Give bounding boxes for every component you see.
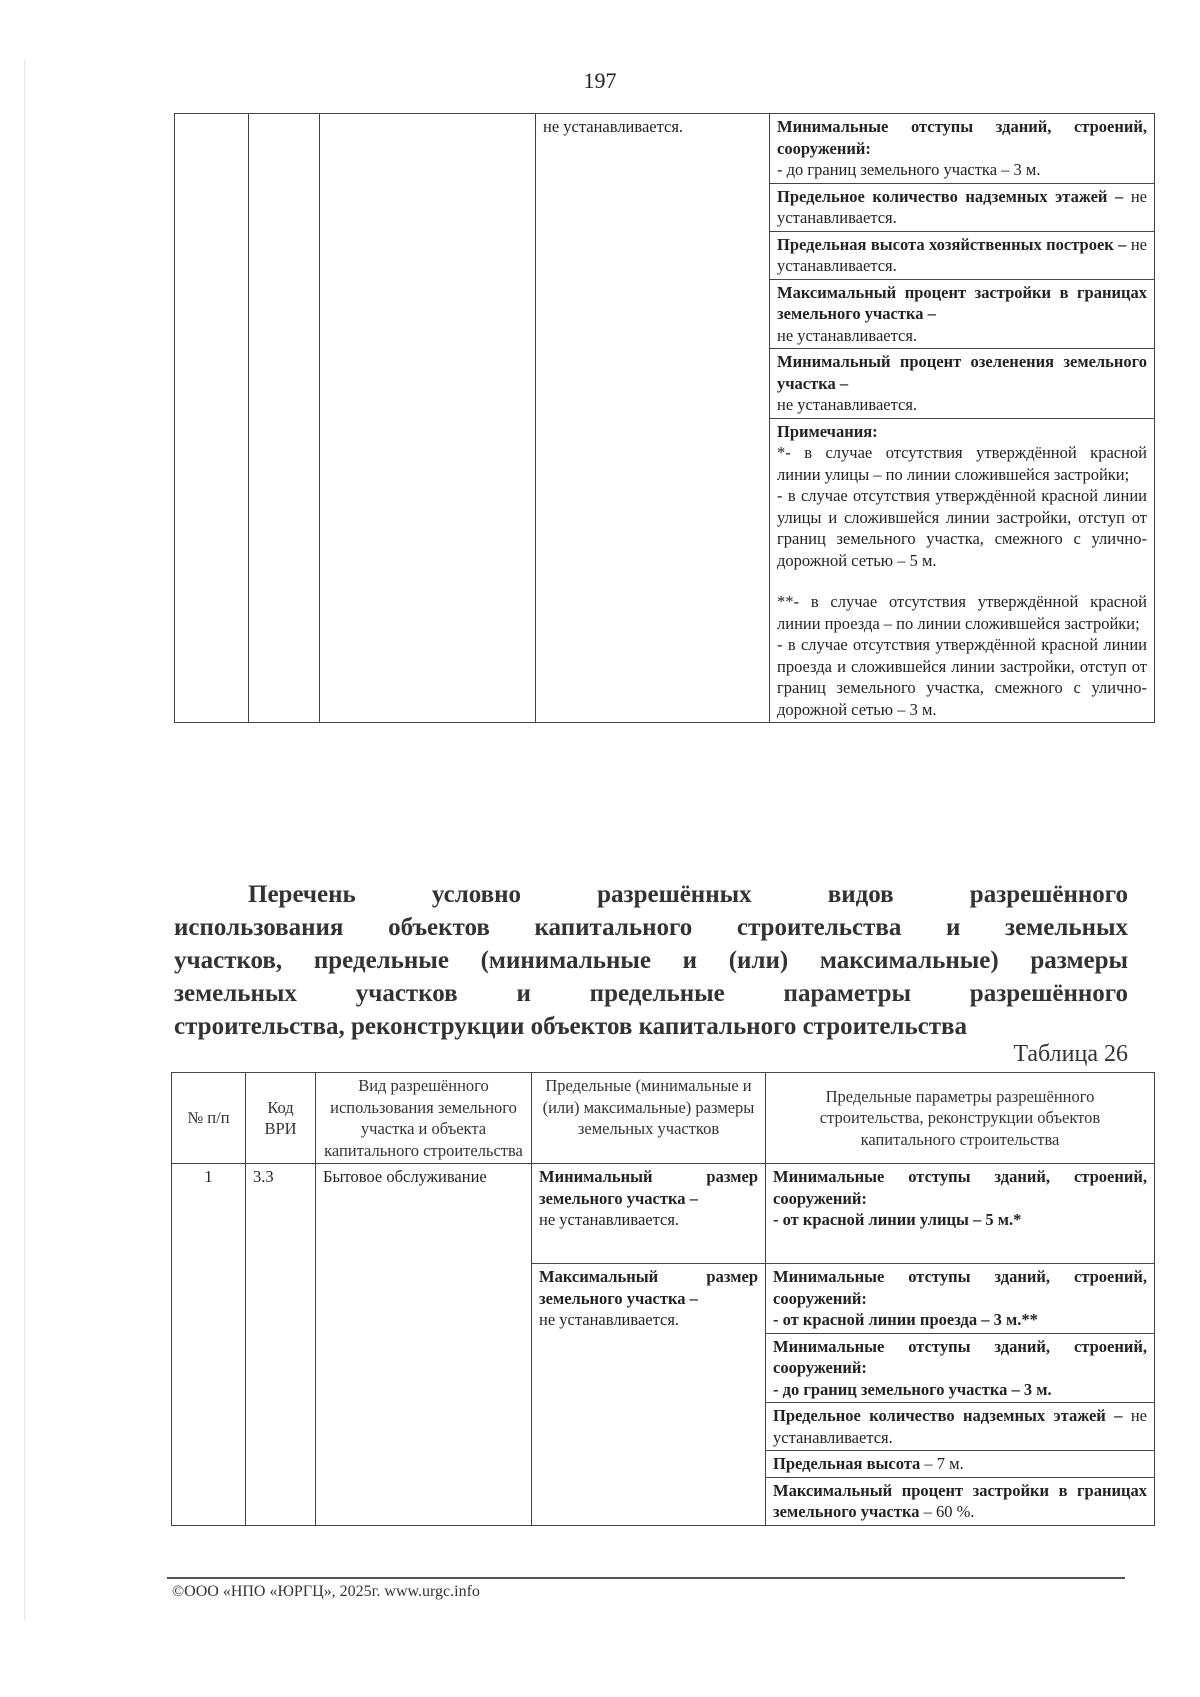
params-cell — [770, 114, 1155, 723]
row-code-cell: 3.3 — [246, 1164, 316, 1526]
row-sizes-cell — [532, 1164, 766, 1526]
param-block: Максимальный процент застройки в границах земельного участка – 60 %. — [766, 1477, 1154, 1525]
page-number: 197 — [583, 68, 617, 93]
param-block: Минимальные отступы зданий, строений, сооружений: - от красной линии проезда – 3 м.** — [766, 1263, 1154, 1333]
table-label: Таблица 26 — [1013, 1041, 1128, 1067]
row-number-cell: 1 — [172, 1164, 246, 1526]
param-block: Минимальный процент озеленения земельного участка – не устанавливается. — [770, 348, 1154, 418]
header-cell: Предельные (минимальные и (или) максимальные) размеры земельных участков — [532, 1073, 766, 1164]
footer-copyright: ©ООО «НПО «ЮРГЦ», 2025г. www.urgc.info — [172, 1583, 480, 1600]
notes-title: Примечания: — [777, 421, 878, 441]
note-paragraph: *- в случае отсутствия утверждённой красной линии улицы – по линии сложившейся застройки; — [777, 443, 1147, 484]
param-block: Предельная высота – 7 м. — [766, 1450, 1154, 1477]
footer-divider — [167, 1577, 1125, 1579]
note-paragraph: - в случае отсутствия утверждённой красной линии проезда и сложившейся линии застройки, отступ от границ земельного участка, смежного с улично-дорожной сетью – 3 м. — [777, 635, 1147, 719]
table-cell — [320, 114, 536, 723]
table-26 — [171, 1072, 1155, 1526]
size-block: Минимальный размер земельного участка – не устанавливается. — [539, 1167, 758, 1229]
row-params-cell — [766, 1164, 1155, 1526]
header-cell: № п/п — [172, 1073, 246, 1164]
param-block: Минимальные отступы зданий, строений, сооружений: - до границ земельного участка – 3 м. — [777, 117, 1147, 179]
param-block: Предельное количество надземных этажей – не устанавливается. — [770, 183, 1154, 231]
table-cell — [249, 114, 320, 723]
table-row — [172, 1164, 1155, 1526]
table-cell — [536, 114, 770, 723]
param-block: Предельное количество надземных этажей – не устанавливается. — [766, 1402, 1154, 1450]
row-kind-cell: Бытовое обслуживание — [316, 1164, 532, 1526]
param-block: Максимальный процент застройки в границах земельного участка – не устанавливается. — [770, 279, 1154, 349]
size-cell-text: не устанавливается. — [543, 117, 684, 136]
size-block: Максимальный размер земельного участка – не устанавливается. — [532, 1263, 765, 1333]
table-header-row — [172, 1073, 1155, 1164]
header-cell: Код ВРИ — [246, 1073, 316, 1164]
scan-edge-line — [24, 60, 25, 1620]
section-heading — [174, 878, 1128, 1043]
param-block: Минимальные отступы зданий, строений, сооружений: - от красной линии улицы – 5 м.* — [773, 1167, 1147, 1229]
table-cell — [175, 114, 249, 723]
heading-line: строительства, реконструкции объектов капитального строительства — [174, 1013, 968, 1040]
param-block: Предельная высота хозяйственных построек – не устанавливается. — [770, 231, 1154, 279]
param-block: Минимальные отступы зданий, строений, сооружений: - до границ земельного участка – 3 м. — [766, 1333, 1154, 1403]
heading-line: Перечень условно разрешённых видов разрешённого — [248, 881, 1128, 908]
heading-line: участков, предельные (минимальные и (или) максимальные) размеры — [174, 947, 1128, 974]
note-paragraph: - в случае отсутствия утверждённой красной линии улицы и сложившейся линии застройки, отступ от границ земельного участка, смежного с улично-дорожной сетью – 5 м. — [777, 486, 1147, 570]
notes-block — [770, 418, 1154, 723]
heading-line: использования объектов капитального строительства и земельных — [174, 914, 1128, 941]
header-cell: Предельные параметры разрешённого строительства, реконструкции объектов капитального строительства — [766, 1073, 1155, 1164]
note-paragraph: **- в случае отсутствия утверждённой красной линии проезда – по линии сложившейся застройки; — [777, 592, 1147, 633]
continuation-table — [174, 113, 1155, 723]
header-cell: Вид разрешённого использования земельного участка и объекта капитального строительства — [316, 1073, 532, 1164]
heading-line: земельных участков и предельные параметры разрешённого — [174, 980, 1128, 1007]
